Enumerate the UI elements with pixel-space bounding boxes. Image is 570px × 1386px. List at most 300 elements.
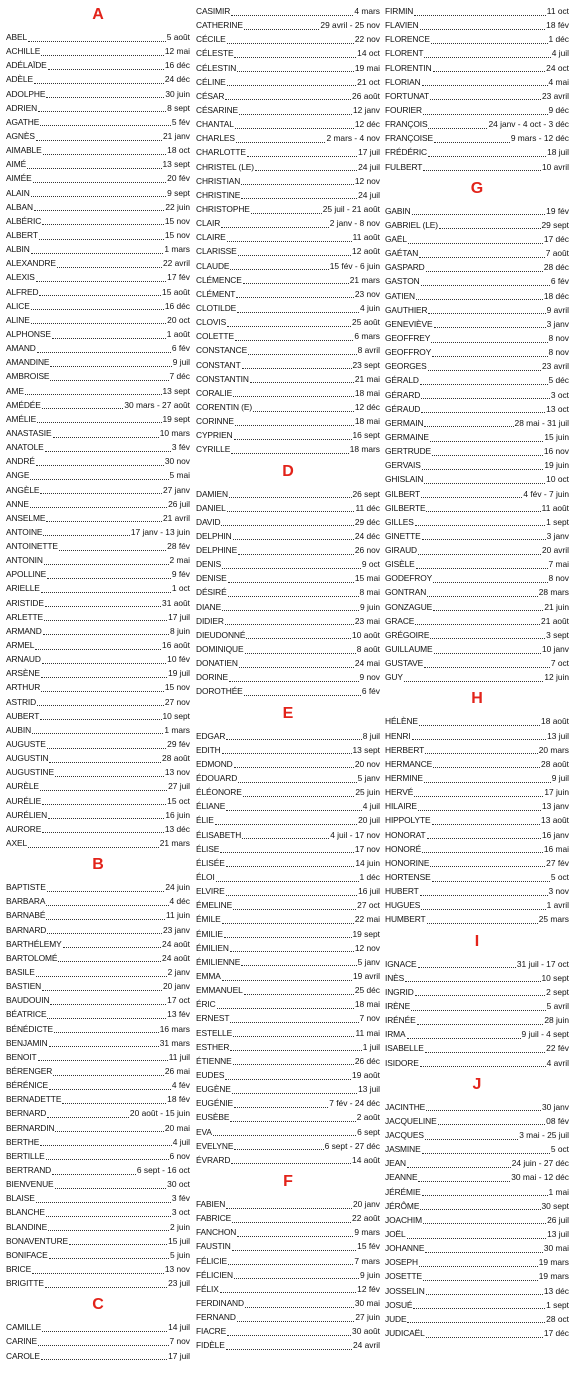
feast-date: 9 oct — [361, 559, 380, 570]
feast-date: 10 août — [352, 629, 380, 640]
dot-leader — [41, 683, 164, 692]
first-name: FIDÈLE — [196, 1340, 225, 1351]
first-name: BONAVENTURE — [6, 1235, 69, 1246]
first-name: AUGUSTINE — [6, 767, 54, 778]
list-item — [196, 1296, 380, 1310]
feast-date: 23 mai — [354, 615, 380, 626]
feast-date: 30 nov — [164, 456, 190, 467]
dot-leader — [438, 1116, 546, 1125]
first-name: ESTHER — [196, 1041, 230, 1052]
first-name: CLOTILDE — [196, 302, 237, 313]
list-item — [6, 765, 190, 779]
first-name: ÉTIENNE — [196, 1055, 232, 1066]
dot-leader — [43, 626, 169, 635]
section-letter-i: I — [474, 932, 480, 950]
dot-leader — [222, 602, 359, 611]
first-name: ELVIRE — [196, 886, 225, 897]
dot-leader — [415, 616, 540, 625]
feast-date: 28 août — [541, 758, 569, 769]
list-item — [385, 274, 569, 288]
feast-date: 1 août — [166, 328, 190, 339]
list-item — [385, 898, 569, 912]
dot-leader — [421, 404, 545, 413]
list-item — [6, 993, 190, 1007]
dot-leader — [420, 887, 548, 896]
feast-date: 8 juin — [169, 625, 190, 636]
first-name: CLAIR — [196, 218, 221, 229]
dot-leader — [42, 216, 164, 225]
feast-date: 26 mai — [164, 1065, 190, 1076]
list-item — [6, 1078, 190, 1092]
first-name: GAËL — [385, 233, 407, 244]
first-name: GHISLAIN — [385, 474, 424, 485]
list-item — [196, 414, 380, 428]
dot-leader — [58, 953, 161, 962]
list-item — [196, 1282, 380, 1296]
first-name: ÉMILIEN — [196, 942, 229, 953]
list-item — [196, 386, 380, 400]
feast-date: 13 déc — [164, 823, 190, 834]
list-item — [6, 1007, 190, 1021]
feast-date: 8 nov — [548, 347, 569, 358]
dot-leader — [418, 959, 516, 968]
feast-date: 17 juil — [168, 611, 190, 622]
feast-date: 17 janv - 13 juin — [130, 526, 190, 537]
first-name: BENJAMIN — [6, 1037, 48, 1048]
first-name: GISÈLE — [385, 559, 415, 570]
first-name: BERNARDIN — [6, 1122, 55, 1133]
dot-leader — [30, 471, 168, 480]
list-item — [196, 1197, 380, 1211]
first-name: ALBIN — [6, 244, 30, 255]
dot-leader — [225, 91, 351, 100]
first-name: GÉRALD — [385, 375, 419, 386]
list-item — [196, 145, 380, 159]
feast-date: 11 mai — [355, 1027, 380, 1038]
list-item — [6, 1149, 190, 1163]
first-name: CLÉMENT — [196, 288, 236, 299]
first-name: ANTOINETTE — [6, 541, 58, 552]
feast-date: 29 fév — [167, 739, 190, 750]
feast-date: 4 juin — [359, 302, 380, 313]
dot-leader — [248, 346, 357, 355]
first-name: GILBERT — [385, 488, 420, 499]
feast-date: 14 août — [352, 1154, 380, 1165]
dot-leader — [231, 1155, 351, 1164]
dot-leader — [227, 35, 354, 44]
dot-leader — [431, 35, 548, 44]
column-1 — [6, 0, 190, 1363]
dot-leader — [244, 986, 354, 995]
dot-leader — [235, 120, 354, 129]
dot-leader — [416, 560, 548, 569]
feast-date: 28 oct — [546, 1313, 569, 1324]
first-name: GERVAIS — [385, 460, 421, 471]
dot-leader — [236, 289, 354, 298]
dot-leader — [45, 443, 171, 452]
list-item — [196, 969, 380, 983]
first-name: BAUDOUIN — [6, 995, 50, 1006]
dot-leader — [229, 673, 359, 682]
list-item — [6, 880, 190, 894]
first-name: GUSTAVE — [385, 658, 424, 669]
list-item — [6, 1334, 190, 1348]
dot-leader — [43, 146, 167, 155]
list-item — [196, 1324, 380, 1338]
list-item — [196, 160, 380, 174]
first-name: ARTHUR — [6, 682, 41, 693]
first-name: AIMÉE — [6, 173, 32, 184]
list-item — [385, 75, 569, 89]
list-item — [385, 842, 569, 856]
feast-date: 26 août — [352, 90, 380, 101]
dot-leader — [38, 1337, 168, 1346]
dot-leader — [426, 1286, 543, 1295]
first-name: CYRILLE — [196, 444, 231, 455]
list-item — [196, 884, 380, 898]
dot-leader — [426, 263, 543, 272]
first-name: DIEUDONNÉ — [196, 629, 246, 640]
feast-date: 15 juil — [168, 1235, 190, 1246]
dot-leader — [423, 1272, 538, 1281]
first-name: CLÉMENCE — [196, 274, 242, 285]
dot-leader — [48, 61, 164, 70]
first-name: BÉNÉDICTE — [6, 1023, 54, 1034]
first-name: GODEFROY — [385, 573, 433, 584]
feast-date: 5 mai — [169, 470, 190, 481]
first-name: ÉLOI — [196, 872, 215, 883]
list-item — [196, 656, 380, 670]
list-item — [6, 171, 190, 185]
feast-date: 9 juin — [359, 1269, 380, 1280]
list-item — [385, 1013, 569, 1027]
list-item — [196, 216, 380, 230]
first-name: HUBERT — [385, 886, 419, 897]
dot-leader — [424, 49, 550, 58]
list-item — [196, 1153, 380, 1167]
list-item — [196, 571, 380, 585]
first-name: ÉLISE — [196, 843, 220, 854]
dot-leader — [419, 249, 544, 258]
dot-leader — [422, 1187, 548, 1196]
list-item — [196, 828, 380, 842]
list-item — [6, 1050, 190, 1064]
feast-date: 11 août — [352, 232, 380, 243]
feast-date: 22 juin — [165, 201, 190, 212]
dot-leader — [242, 360, 352, 369]
feast-date: 31 mars — [159, 1037, 190, 1048]
feast-date: 5 oct — [550, 1144, 569, 1155]
dot-leader — [242, 830, 329, 839]
feast-date: 1 oct — [171, 583, 190, 594]
section-letter-g: G — [470, 179, 484, 197]
feast-date: 22 août — [352, 1213, 380, 1224]
list-item — [196, 1254, 380, 1268]
first-name: BLAISE — [6, 1193, 35, 1204]
dot-leader — [427, 588, 538, 597]
dot-leader — [227, 77, 357, 86]
feast-date: 9 juin — [359, 601, 380, 612]
list-item — [385, 131, 569, 145]
first-name: CLAUDE — [196, 260, 230, 271]
feast-date: 23 sept — [352, 359, 380, 370]
feast-date: 27 oct — [357, 900, 380, 911]
feast-date: 11 juil — [168, 1051, 190, 1062]
list-item — [6, 680, 190, 694]
feast-date: 16 mai — [543, 843, 569, 854]
first-name: EMMANUEL — [196, 985, 243, 996]
list-item — [196, 1125, 380, 1139]
feast-date: 5 avril — [546, 1001, 569, 1011]
first-name: FLORIAN — [385, 76, 421, 87]
dot-leader — [47, 1010, 166, 1019]
first-name: FERDINAND — [196, 1297, 244, 1308]
dot-leader — [226, 731, 361, 740]
dot-leader — [42, 655, 166, 664]
dot-leader — [50, 372, 168, 381]
dot-leader — [237, 304, 359, 313]
list-item — [6, 143, 190, 157]
feast-date: 7 oct — [550, 658, 569, 669]
feast-date: 17 oct — [167, 995, 190, 1006]
first-name: CÉLINE — [196, 76, 226, 87]
first-name: DIDIER — [196, 615, 224, 626]
feast-date: 23 nov — [354, 288, 380, 299]
first-name: CÉLESTIN — [196, 62, 237, 73]
first-name: CORENTIN (E) — [196, 401, 253, 412]
feast-date: 20 janv — [162, 981, 190, 992]
list-item — [6, 369, 190, 383]
list-item — [385, 1041, 569, 1055]
dot-leader — [227, 503, 355, 512]
list-item — [6, 30, 190, 44]
dot-leader — [234, 1270, 359, 1279]
dot-leader — [46, 897, 168, 906]
first-name: HÉLÈNE — [385, 716, 418, 727]
feast-date: 18 fév — [546, 20, 569, 31]
feast-date: 13 sept — [162, 159, 190, 170]
list-item — [196, 1110, 380, 1124]
first-name: CORALIE — [196, 387, 233, 398]
first-name: BRICE — [6, 1263, 32, 1274]
feast-date: 2 janv - 8 nov — [329, 218, 380, 229]
list-item — [196, 428, 380, 442]
first-name: AMÉLIE — [6, 413, 37, 424]
first-name: DONATIEN — [196, 658, 238, 669]
list-item — [385, 89, 569, 103]
dot-leader — [222, 560, 361, 569]
feast-date: 15 nov — [164, 229, 190, 240]
feast-date: 11 août — [541, 502, 569, 513]
feast-date: 20 mars — [538, 744, 569, 755]
first-name: CONSTANT — [196, 359, 241, 370]
list-item — [385, 331, 569, 345]
first-name: AMAND — [6, 343, 36, 354]
dot-leader — [46, 1208, 171, 1217]
list-item — [6, 497, 190, 511]
first-name: JUDE — [385, 1313, 407, 1324]
first-name: ANGÈLE — [6, 484, 40, 495]
first-name: DOROTHÉE — [196, 686, 243, 697]
list-item — [385, 458, 569, 472]
dot-leader — [227, 318, 351, 327]
dot-leader — [43, 527, 129, 536]
first-name: JEANNE — [385, 1172, 418, 1183]
first-name: AIMÉ — [6, 159, 27, 170]
dot-leader — [427, 915, 538, 924]
feast-date: 19 mars — [538, 1257, 569, 1268]
first-name: ÉVRARD — [196, 1154, 231, 1165]
list-item — [6, 751, 190, 765]
first-name: GAÉTAN — [385, 248, 419, 259]
list-item — [6, 822, 190, 836]
feast-date: 24 avril — [353, 1340, 380, 1351]
dot-leader — [422, 844, 543, 853]
list-item — [6, 313, 190, 327]
feast-date: 28 août — [162, 753, 190, 764]
first-name: GAUTHIER — [385, 304, 428, 315]
feast-date: 10 sept — [162, 710, 190, 721]
first-name: BARBARA — [6, 896, 46, 907]
first-name: HORTENSE — [385, 872, 431, 883]
dot-leader — [237, 63, 354, 72]
feast-date: 24 août — [162, 952, 190, 963]
list-item — [385, 61, 569, 75]
first-name: EDMOND — [196, 758, 233, 769]
first-name: ABEL — [6, 32, 28, 42]
feast-date: 10 mars — [159, 427, 190, 438]
first-name: BARNARD — [6, 924, 47, 935]
first-name: HERMANCE — [385, 758, 433, 769]
dot-leader — [48, 1222, 169, 1231]
dot-leader — [250, 374, 354, 383]
list-item — [196, 1225, 380, 1239]
dot-leader — [32, 725, 163, 734]
feast-date: 1 déc — [548, 34, 569, 45]
feast-date: 1 mars — [164, 244, 190, 255]
dot-leader — [53, 1067, 164, 1076]
dot-leader — [230, 943, 354, 952]
feast-date: 9 nov — [359, 672, 380, 683]
feast-date: 20 janv — [352, 1198, 380, 1209]
first-name: JOHANNE — [385, 1243, 425, 1254]
feast-date: 30 août — [352, 1326, 380, 1337]
first-name: JOSSELIN — [385, 1285, 425, 1296]
first-name: ÉMILIENNE — [196, 956, 241, 967]
first-name: ARSÈNE — [6, 668, 40, 679]
dot-leader — [229, 489, 352, 498]
dot-leader — [37, 344, 171, 353]
feast-date: 13 juil — [547, 730, 569, 741]
first-name: HERBERT — [385, 744, 425, 755]
dot-leader — [407, 1230, 547, 1239]
first-name: IRÉNÉE — [385, 1015, 416, 1026]
dot-leader — [421, 489, 522, 498]
list-item — [385, 771, 569, 785]
first-name: GEOFFREY — [385, 332, 431, 343]
first-name: FABIEN — [196, 1198, 226, 1209]
feast-date: 30 mai — [543, 1243, 569, 1254]
feast-date: 24 juin — [165, 882, 190, 893]
first-name: FRANÇOIS — [385, 119, 428, 130]
feast-date: 10 sept — [541, 972, 569, 983]
list-item — [385, 642, 569, 656]
feast-date: 1 déc — [359, 872, 380, 883]
feast-date: 3 oct — [171, 1207, 190, 1218]
first-name: APOLLINE — [6, 569, 47, 580]
feast-date: 4 juil - 17 nov — [330, 829, 380, 840]
first-name: GONTRAN — [385, 587, 427, 598]
dot-leader — [241, 176, 354, 185]
feast-date: 18 déc — [543, 290, 569, 301]
feast-date: 16 août — [162, 640, 190, 651]
feast-date: 29 sept — [541, 219, 569, 230]
list-item — [385, 1100, 569, 1114]
first-name: FLORENT — [385, 48, 424, 59]
first-name: EMMA — [196, 971, 221, 981]
feast-date: 08 fév — [546, 1115, 569, 1126]
list-item — [6, 341, 190, 355]
dot-leader — [434, 134, 510, 143]
first-name: FORTUNAT — [385, 90, 430, 101]
first-name: ALBERT — [6, 229, 38, 240]
feast-date: 13 oct — [546, 403, 569, 414]
first-name: ESTELLE — [196, 1027, 233, 1038]
first-name: BÉRÉNICE — [6, 1080, 49, 1091]
list-item — [6, 256, 190, 270]
feast-date: 12 janv — [352, 104, 380, 115]
feast-date: 6 nov — [169, 1150, 190, 1161]
dot-leader — [416, 291, 543, 300]
first-name: JASMINE — [385, 1144, 421, 1155]
dot-leader — [428, 305, 545, 314]
feast-date: 13 janv — [541, 801, 569, 812]
feast-date: 18 mai — [354, 416, 380, 427]
feast-date: 28 fév — [167, 541, 190, 552]
first-name: CLOVIS — [196, 317, 227, 328]
first-name: GABIN — [385, 205, 411, 216]
dot-leader — [37, 414, 161, 423]
list-item — [6, 157, 190, 171]
dot-leader — [31, 301, 164, 310]
list-item — [196, 259, 380, 273]
list-item — [6, 115, 190, 129]
feast-date: 31 juil - 17 oct — [516, 958, 569, 969]
dot-leader — [44, 612, 167, 621]
first-name: ÉRIC — [196, 999, 216, 1010]
feast-date: 24 juil — [358, 189, 380, 200]
dot-leader — [237, 1313, 355, 1322]
list-item — [385, 232, 569, 246]
first-name: FANCHON — [196, 1227, 237, 1238]
feast-date: 12 déc — [354, 119, 380, 130]
first-name: ALPHONSE — [6, 328, 51, 339]
list-item — [6, 1036, 190, 1050]
first-name: ADÈLE — [6, 74, 33, 85]
section-letter-f: F — [283, 1172, 293, 1190]
feast-date: 1 avril — [546, 900, 569, 911]
feast-date: 27 juin — [355, 1312, 380, 1323]
section-letter-d: D — [282, 462, 294, 480]
feast-date: 22 mai — [354, 914, 380, 925]
first-name: GUY — [385, 672, 403, 683]
feast-date: 15 fév - 6 juin — [329, 260, 380, 271]
list-item — [385, 529, 569, 543]
feast-date: 21 mai — [354, 373, 380, 384]
first-name: GERMAINE — [385, 431, 429, 442]
first-name: JACINTHE — [385, 1101, 426, 1112]
list-item — [385, 402, 569, 416]
